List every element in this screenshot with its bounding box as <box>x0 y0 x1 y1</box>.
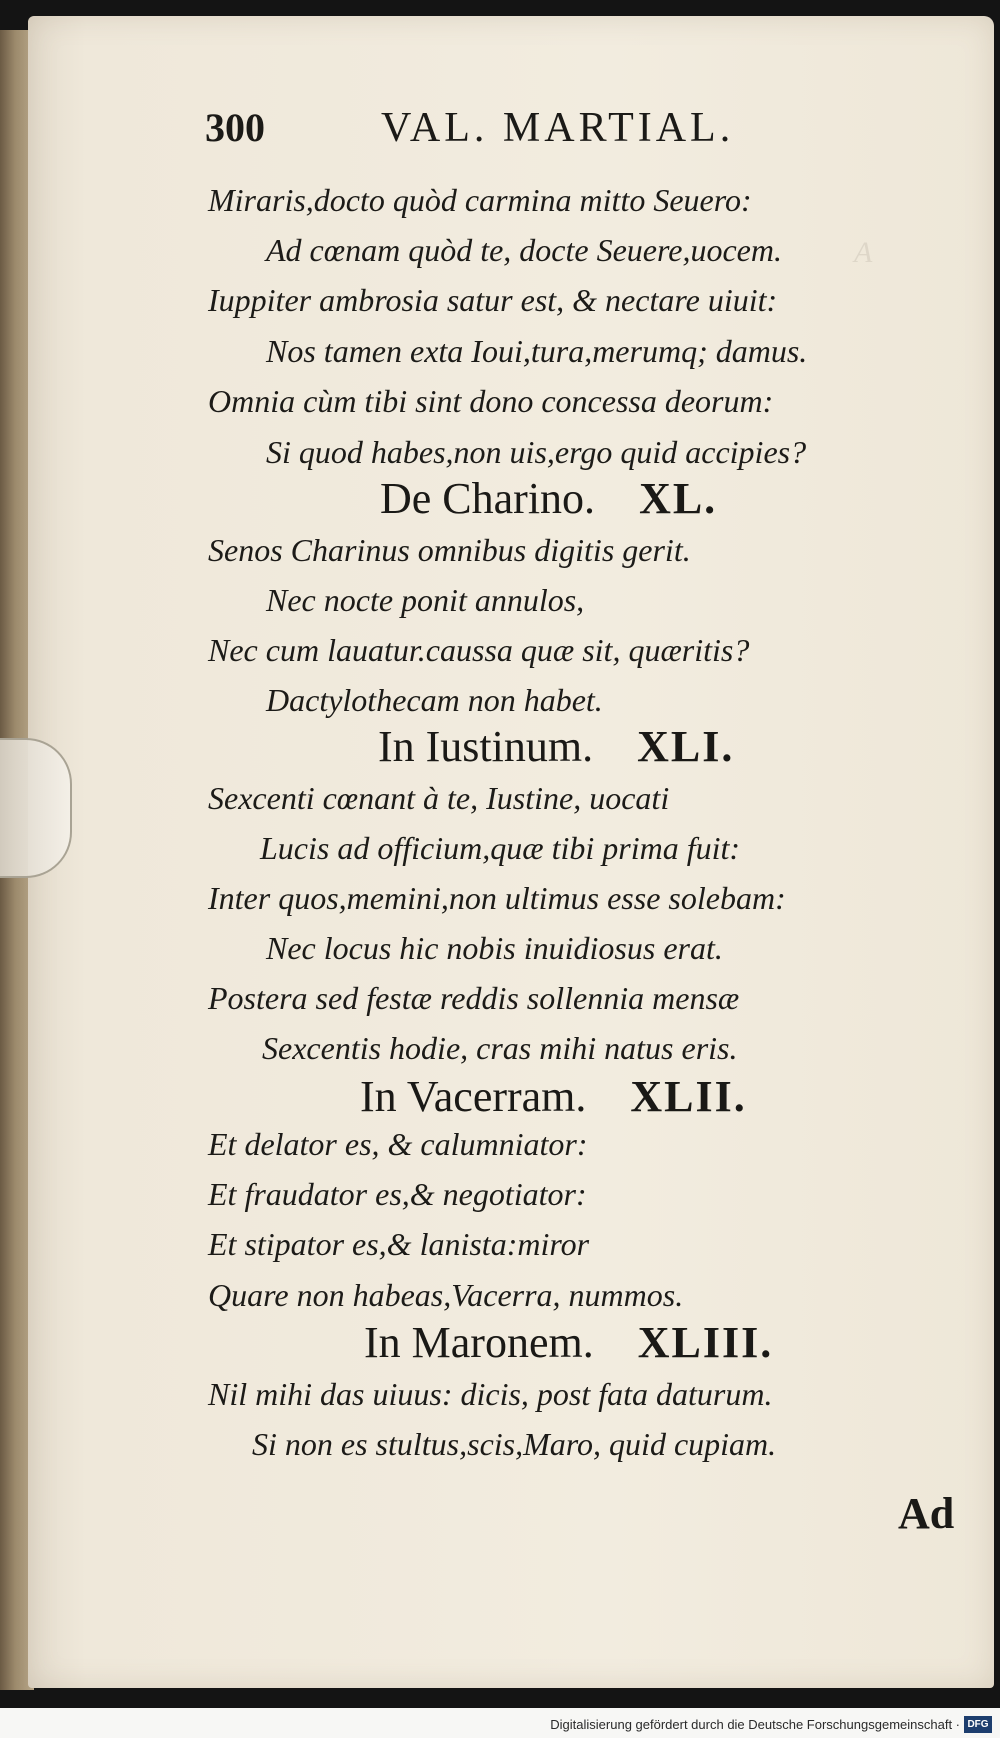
verse-line: Postera sed festæ reddis sollennia mensæ <box>208 980 740 1016</box>
dfg-logo: DFG <box>964 1716 992 1733</box>
verse-line: Iuppiter ambrosia satur est, & nectare uiuit: <box>208 282 778 318</box>
footer-band <box>0 1708 1000 1738</box>
running-title: VAL. MARTIAL. <box>381 105 735 151</box>
verse-line: Quare non habeas,Vacerra, nummos. <box>208 1277 684 1313</box>
epigram-title: In Vacerram. <box>360 1072 587 1121</box>
footer-credit: Digitalisierung gefördert durch die Deutsche Forschungsgemeinschaft · <box>550 1717 960 1732</box>
verse-line: Sexcentis hodie, cras mihi natus eris. <box>262 1030 738 1066</box>
epigram-title: De Charino. <box>380 474 596 523</box>
verse-line: Sexcenti cœnant à te, Iustine, uocati <box>208 780 670 816</box>
verse-line: Si quod habes,non uis,ergo quid accipies? <box>266 434 807 470</box>
verse-line: Nil mihi das uiuus: dicis, post fata daturum. <box>208 1376 773 1412</box>
epigram-title: In Maronem. <box>364 1318 594 1367</box>
verse-line: Et delator es, & calumniator: <box>208 1126 588 1162</box>
epigram-heading <box>360 1072 747 1122</box>
verse-line: Inter quos,memini,non ultimus esse solebam: <box>208 880 786 916</box>
epigram-number: XL. <box>639 474 718 523</box>
page-number: 300 <box>205 105 265 150</box>
verse-line: Lucis ad officium,quæ tibi prima fuit: <box>260 830 741 866</box>
epigram-number: XLIII. <box>637 1318 774 1367</box>
verse-line: Ad cœnam quòd te, docte Seuere,uocem. <box>266 232 782 268</box>
verse-line: Nec cum lauatur.caussa quæ sit, quæritis? <box>208 632 750 668</box>
verse-line: Nec nocte ponit annulos, <box>266 582 585 618</box>
epigram-number: XLI. <box>637 722 735 771</box>
epigram-heading <box>364 1318 773 1368</box>
verse-line: Omnia cùm tibi sint dono concessa deorum: <box>208 383 774 419</box>
show-through-text: A <box>854 236 873 269</box>
verse-line: Et stipator es,& lanista:miror <box>208 1226 590 1262</box>
verse-line: Miraris,docto quòd carmina mitto Seuero: <box>208 182 752 218</box>
verse-line: Dactylothecam non habet. <box>266 682 603 718</box>
verse-line: Et fraudator es,& negotiator: <box>208 1176 587 1212</box>
verse-line: Nec locus hic nobis inuidiosus erat. <box>266 930 723 966</box>
epigram-heading <box>380 474 717 524</box>
epigram-number: XLII. <box>630 1072 747 1121</box>
verse-line: Senos Charinus omnibus digitis gerit. <box>208 532 691 568</box>
epigram-title: In Iustinum. <box>378 722 594 771</box>
verse-line: Si non es stultus,scis,Maro, quid cupiam. <box>252 1426 777 1462</box>
epigram-heading <box>378 722 734 772</box>
catchword: Ad <box>898 1489 955 1538</box>
verse-line: Nos tamen exta Ioui,tura,merumq; damus. <box>266 333 808 369</box>
